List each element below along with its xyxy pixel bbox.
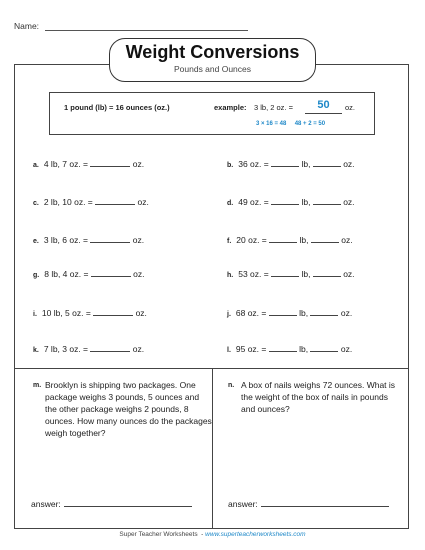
answer-blank[interactable] bbox=[91, 268, 131, 277]
problem-letter: g. bbox=[33, 272, 40, 279]
pounds-blank[interactable] bbox=[271, 158, 299, 167]
pounds-blank[interactable] bbox=[269, 234, 297, 243]
answer-label: answer: bbox=[31, 499, 61, 509]
problem-a bbox=[33, 158, 144, 169]
problem-text: 68 oz. = bbox=[235, 308, 267, 318]
pounds-blank[interactable] bbox=[271, 268, 299, 277]
problem-letter: l. bbox=[227, 347, 231, 354]
problem-text: 7 lb, 3 oz. = bbox=[43, 344, 89, 354]
problem-d bbox=[227, 196, 355, 207]
ounces-unit: oz. bbox=[343, 159, 355, 169]
answer-line[interactable] bbox=[64, 498, 192, 507]
problem-letter: f. bbox=[227, 238, 232, 245]
problem-k bbox=[33, 343, 144, 354]
problem-text: 4 lb, 7 oz. = bbox=[43, 159, 89, 169]
problem-text: 36 oz. = bbox=[238, 159, 269, 169]
ounces-unit: oz. bbox=[341, 235, 353, 245]
page-title: Weight Conversions bbox=[125, 42, 300, 62]
problem-text: 20 oz. = bbox=[236, 235, 267, 245]
problem-unit: oz. bbox=[132, 235, 145, 245]
problem-letter: j. bbox=[227, 311, 231, 318]
example-answer: 50 bbox=[317, 99, 330, 111]
problem-letter: d. bbox=[227, 200, 234, 207]
problem-letter: e. bbox=[33, 238, 39, 245]
problem-text: 95 oz. = bbox=[235, 344, 267, 354]
ounces-blank[interactable] bbox=[313, 158, 341, 167]
pounds-blank[interactable] bbox=[269, 307, 297, 316]
problem-i bbox=[33, 307, 147, 318]
example-work: 3 × 16 = 48 48 + 2 = 50 bbox=[256, 121, 326, 127]
problem-j bbox=[227, 307, 352, 318]
pounds-unit: lb, bbox=[301, 159, 311, 169]
footer-url[interactable]: www.superteacherworksheets.com bbox=[205, 531, 306, 538]
answer-blank[interactable] bbox=[90, 234, 130, 243]
title-box bbox=[109, 38, 316, 82]
conversion-rule: 1 pound (lb) = 16 ounces (oz.) bbox=[64, 103, 170, 112]
problem-e bbox=[33, 234, 144, 245]
problem-letter: i. bbox=[33, 311, 37, 318]
problem-c bbox=[33, 196, 149, 207]
ounces-unit: oz. bbox=[340, 308, 353, 318]
ounces-blank[interactable] bbox=[313, 268, 341, 277]
problem-text: 49 oz. = bbox=[238, 197, 269, 207]
problem-l bbox=[227, 343, 352, 354]
ounces-blank[interactable] bbox=[311, 234, 339, 243]
name-label: Name: bbox=[14, 21, 40, 31]
problem-letter: m. bbox=[33, 382, 42, 389]
ounces-unit: oz. bbox=[340, 344, 353, 354]
problem-h bbox=[227, 268, 355, 279]
problem-letter: n. bbox=[228, 382, 235, 389]
footer bbox=[0, 531, 425, 538]
problem-unit: oz. bbox=[135, 308, 147, 318]
answer-blank[interactable] bbox=[90, 158, 130, 167]
problem-text: 10 lb, 5 oz. = bbox=[41, 308, 91, 318]
example-unit: oz. bbox=[345, 103, 356, 112]
problem-text: 2 lb, 10 oz. = bbox=[43, 197, 93, 207]
problem-text: 53 oz. = bbox=[238, 269, 269, 279]
pounds-unit: lb, bbox=[299, 235, 309, 245]
problem-text: 8 lb, 4 oz. = bbox=[44, 269, 89, 279]
ounces-unit: oz. bbox=[343, 269, 355, 279]
answer-blank[interactable] bbox=[90, 343, 130, 352]
footer-brand: Super Teacher Worksheets - bbox=[119, 531, 206, 538]
answer-label: answer: bbox=[228, 499, 258, 509]
answer-row-m bbox=[31, 498, 192, 509]
name-line[interactable] bbox=[45, 30, 248, 31]
problem-letter: h. bbox=[227, 272, 234, 279]
problem-b bbox=[227, 158, 355, 169]
problem-letter: k. bbox=[33, 347, 39, 354]
example-text: 3 lb, 2 oz. = bbox=[254, 103, 293, 112]
problem-unit: oz. bbox=[132, 159, 145, 169]
answer-row-n bbox=[228, 498, 389, 509]
answer-blank[interactable] bbox=[93, 307, 133, 316]
problem-text: 3 lb, 6 oz. = bbox=[43, 235, 89, 245]
ounces-blank[interactable] bbox=[310, 307, 338, 316]
pounds-unit: lb, bbox=[301, 269, 311, 279]
pounds-blank[interactable] bbox=[269, 343, 297, 352]
problem-g bbox=[33, 268, 145, 279]
problem-unit: oz. bbox=[133, 269, 145, 279]
ounces-blank[interactable] bbox=[313, 196, 341, 205]
pounds-unit: lb, bbox=[299, 344, 309, 354]
problem-letter: c. bbox=[33, 200, 39, 207]
example-answer-line bbox=[305, 113, 342, 114]
pounds-blank[interactable] bbox=[271, 196, 299, 205]
problem-letter: b. bbox=[227, 162, 234, 169]
problem-unit: oz. bbox=[137, 197, 149, 207]
pounds-unit: lb, bbox=[301, 197, 311, 207]
answer-line[interactable] bbox=[261, 498, 389, 507]
pounds-unit: lb, bbox=[299, 308, 309, 318]
ounces-unit: oz. bbox=[343, 197, 355, 207]
page-subtitle: Pounds and Ounces bbox=[173, 64, 252, 74]
problem-f bbox=[227, 234, 353, 245]
ounces-blank[interactable] bbox=[310, 343, 338, 352]
word-problem-m: Brooklyn is shipping two packages. One package weighs 3 pounds, 5 ounces and the other package weighs 2 pounds, 8 ounces. How many ounces do the packages weigh together? bbox=[45, 380, 212, 438]
problem-unit: oz. bbox=[132, 344, 145, 354]
problem-letter: a. bbox=[33, 162, 39, 169]
example-label: example: bbox=[214, 103, 247, 112]
word-problem-n: A box of nails weighs 72 ounces. What is the weight of the box of nails in pounds and ounces? bbox=[241, 380, 396, 414]
answer-blank[interactable] bbox=[95, 196, 135, 205]
